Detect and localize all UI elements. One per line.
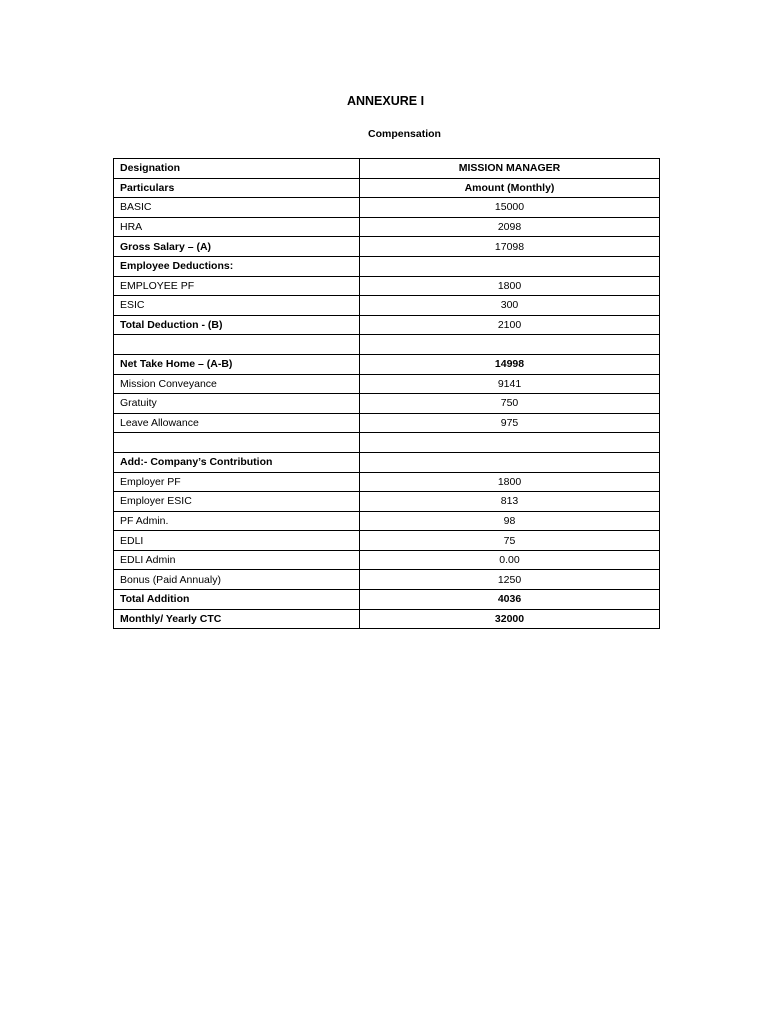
document-title: ANNEXURE I	[346, 94, 425, 108]
table-row	[114, 531, 660, 551]
row-value: 1800	[360, 276, 660, 296]
table-row	[114, 590, 660, 610]
table-row	[114, 335, 660, 355]
row-value: 2098	[360, 217, 660, 237]
table-row	[114, 511, 660, 531]
row-value: 1800	[360, 472, 660, 492]
table-row	[114, 472, 660, 492]
row-value: 17098	[360, 237, 660, 257]
table-row	[114, 570, 660, 590]
row-label: Bonus (Paid Annualy)	[114, 570, 360, 590]
row-label: Particulars	[114, 178, 360, 198]
row-value	[360, 335, 660, 355]
table-row	[114, 237, 660, 257]
table-row	[114, 394, 660, 414]
row-label: Monthly/ Yearly CTC	[114, 609, 360, 629]
row-label	[114, 433, 360, 453]
document-subtitle: Compensation	[368, 128, 441, 140]
row-label: Gratuity	[114, 394, 360, 414]
row-label: Gross Salary – (A)	[114, 237, 360, 257]
table-row	[114, 374, 660, 394]
table-row	[114, 413, 660, 433]
row-value: 32000	[360, 609, 660, 629]
table-row	[114, 609, 660, 629]
row-value: 975	[360, 413, 660, 433]
row-value: 15000	[360, 198, 660, 218]
table-row	[114, 256, 660, 276]
table-row	[114, 452, 660, 472]
row-value: 1250	[360, 570, 660, 590]
table-row	[114, 198, 660, 218]
table-row	[114, 178, 660, 198]
row-label: Designation	[114, 159, 360, 179]
row-value: 300	[360, 296, 660, 316]
row-value: 2100	[360, 315, 660, 335]
row-value: 14998	[360, 354, 660, 374]
row-label: Total Deduction - (B)	[114, 315, 360, 335]
row-label: EDLI Admin	[114, 550, 360, 570]
table-row	[114, 433, 660, 453]
table-row	[114, 550, 660, 570]
row-value: 98	[360, 511, 660, 531]
row-value: 813	[360, 492, 660, 512]
row-label: Add:- Company’s Contribution	[114, 452, 360, 472]
table-row	[114, 492, 660, 512]
compensation-table	[113, 158, 660, 629]
compensation-table-body	[114, 159, 660, 629]
row-label: Total Addition	[114, 590, 360, 610]
row-value: MISSION MANAGER	[360, 159, 660, 179]
table-row	[114, 276, 660, 296]
row-label: BASIC	[114, 198, 360, 218]
row-label: EDLI	[114, 531, 360, 551]
row-label: EMPLOYEE PF	[114, 276, 360, 296]
table-row	[114, 315, 660, 335]
row-label	[114, 335, 360, 355]
row-label: HRA	[114, 217, 360, 237]
row-value: Amount (Monthly)	[360, 178, 660, 198]
row-label: Employer PF	[114, 472, 360, 492]
table-row	[114, 217, 660, 237]
row-value: 9141	[360, 374, 660, 394]
row-label: Employee Deductions:	[114, 256, 360, 276]
row-value: 0.00	[360, 550, 660, 570]
row-label: Net Take Home – (A-B)	[114, 354, 360, 374]
row-value	[360, 433, 660, 453]
row-label: Mission Conveyance	[114, 374, 360, 394]
row-label: Leave Allowance	[114, 413, 360, 433]
table-row	[114, 296, 660, 316]
row-value: 4036	[360, 590, 660, 610]
row-value	[360, 256, 660, 276]
row-value: 75	[360, 531, 660, 551]
table-row	[114, 159, 660, 179]
row-value	[360, 452, 660, 472]
table-row	[114, 354, 660, 374]
row-label: ESIC	[114, 296, 360, 316]
row-label: Employer ESIC	[114, 492, 360, 512]
row-label: PF Admin.	[114, 511, 360, 531]
row-value: 750	[360, 394, 660, 414]
